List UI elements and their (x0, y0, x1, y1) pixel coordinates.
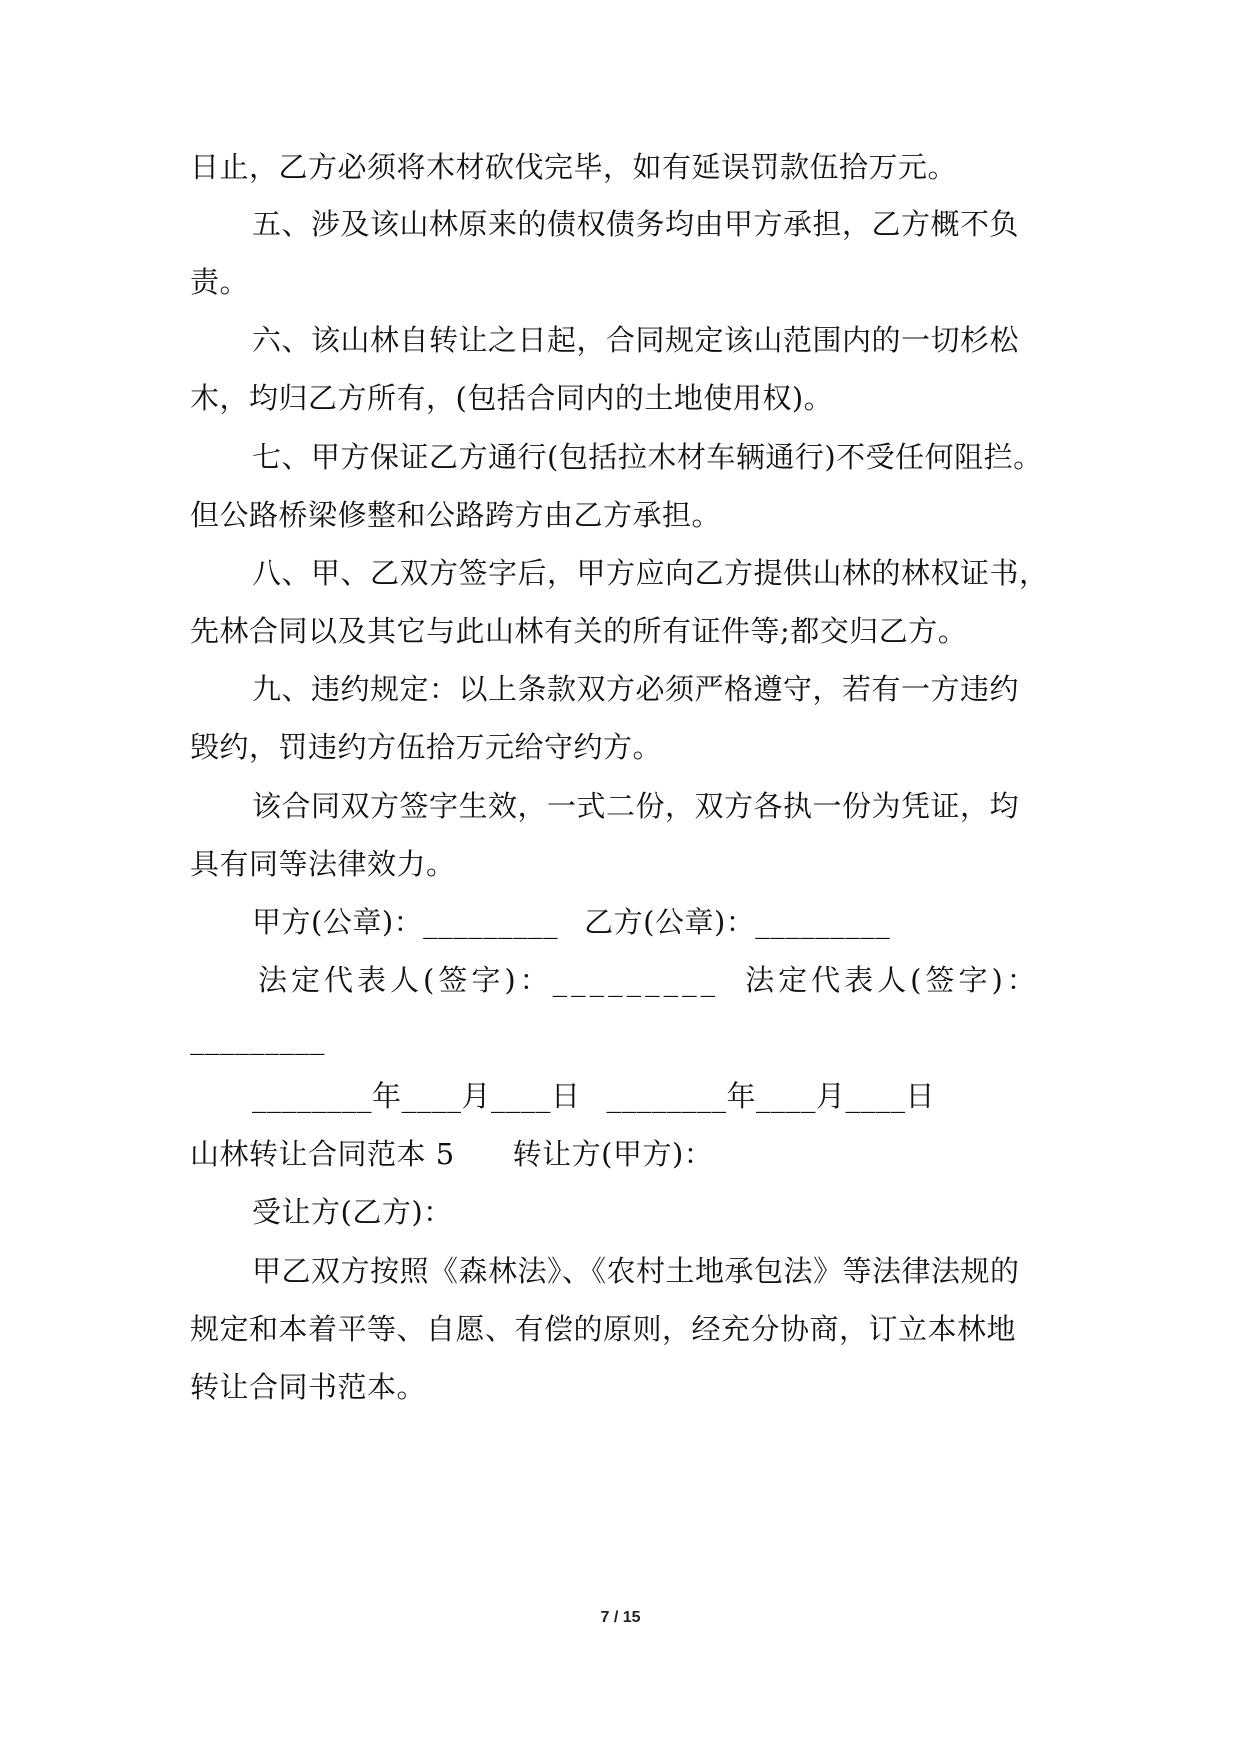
effect-clause: 该合同双方签字生效，一式二份，双方各执一份为凭证，均 (252, 789, 1020, 823)
text-line: 具有同等法律效力。 (190, 847, 456, 881)
intro-line: 甲乙双方按照《森林法》、《农村土地承包法》等法律法规的 (252, 1254, 1020, 1288)
text-line: 日止，乙方必须将木材砍伐完毕，如有延误罚款伍拾万元。 (190, 150, 958, 184)
text-line: 但公路桥梁修整和公路跨方由乙方承担。 (190, 498, 722, 532)
party-b-seal: 乙方(公章)：_________ (584, 905, 891, 939)
transferee-label: 受让方(乙方)： (252, 1195, 453, 1229)
representative-line (258, 960, 1138, 1000)
date-b: ________年____月____日 (606, 1079, 936, 1113)
clause-9: 九、违约规定：以上条款双方必须严格遵守，若有一方违约 (252, 672, 1020, 706)
text-line: 木，均归乙方所有，(包括合同内的土地使用权)。 (190, 381, 834, 415)
transferor-label: 转让方(甲方)： (512, 1137, 714, 1171)
clause-8: 八、甲、乙双方签字后，甲方应向乙方提供山林的林权证书， (252, 556, 1049, 590)
text-line: 毁约，罚违约方伍拾万元给守约方。 (190, 730, 663, 764)
intro-line: 规定和本着平等、自愿、有偿的原则，经充分协商，订立本林地 (190, 1312, 1017, 1346)
clause-6: 六、该山林自转让之日起，合同规定该山范围内的一切杉松 (252, 323, 1020, 357)
text-line: 先林合同以及其它与此山林有关的所有证件等;都交归乙方。 (190, 614, 968, 648)
rep-b-blank: _________ (190, 1021, 325, 1055)
seal-line (252, 902, 1132, 942)
party-a-seal: 甲方(公章)：_________ (252, 905, 559, 939)
clause-5: 五、涉及该山林原来的债权债务均由甲方承担，乙方概不负 (252, 207, 1020, 241)
section-title-line (190, 1134, 1070, 1174)
section-title: 山林转让合同范本 5 (190, 1137, 455, 1171)
rep-b-signature: 法定代表人(签字)： (745, 963, 1040, 997)
clause-7: 七、甲方保证乙方通行(包括拉木材车辆通行)不受任何阻拦。 (252, 440, 1043, 474)
page-number: 7 / 15 (600, 1609, 641, 1626)
date-a: ________年____月____日 (252, 1079, 581, 1113)
intro-line: 转让合同书范本。 (190, 1370, 427, 1404)
date-line (252, 1076, 1132, 1116)
text-line: 责。 (190, 265, 250, 299)
rep-a-signature: 法定代表人(签字)：_________ (258, 963, 720, 997)
